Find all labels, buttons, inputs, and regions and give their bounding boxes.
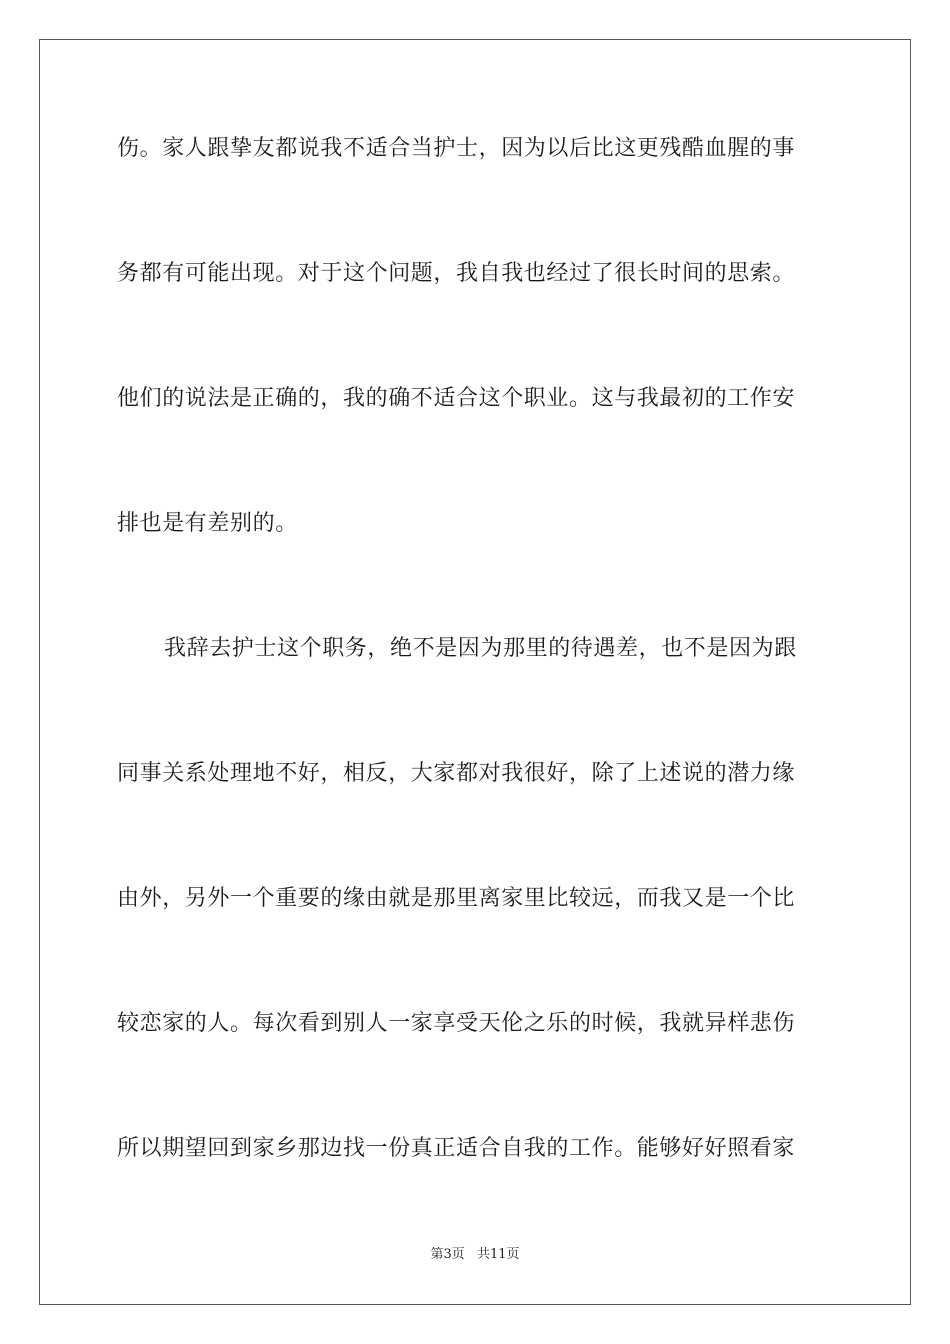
paragraph-line: 务都有可能出现。对于这个问题，我自我也经过了很长时间的思索。: [117, 261, 796, 286]
page-border: [39, 39, 911, 1305]
paragraph-line: 伤。家人跟挚友都说我不适合当护士，因为以后比这更残酷血腥的事: [117, 136, 796, 161]
paragraph-line: 所以期望回到家乡那边找一份真正适合自我的工作。能够好好照看家: [117, 1136, 796, 1161]
paragraph-line: 排也是有差别的。: [117, 511, 298, 536]
page-footer: [0, 1246, 950, 1264]
paragraph-line: 他们的说法是正确的，我的确不适合这个职业。这与我最初的工作安: [117, 386, 796, 411]
paragraph-line: 同事关系处理地不好，相反，大家都对我很好，除了上述说的潜力缘: [117, 761, 796, 786]
paragraph-line: 由外，另外一个重要的缘由就是那里离家里比较远，而我又是一个比: [117, 886, 796, 911]
paragraph-first-line: 我辞去护士这个职务，绝不是因为那里的待遇差，也不是因为跟: [164, 636, 797, 661]
page-total: 共11页: [476, 1247, 520, 1262]
page-number: 第3页: [430, 1247, 465, 1262]
paragraph-line: 较恋家的人。每次看到别人一家享受天伦之乐的时候，我就异样悲伤: [117, 1011, 796, 1036]
